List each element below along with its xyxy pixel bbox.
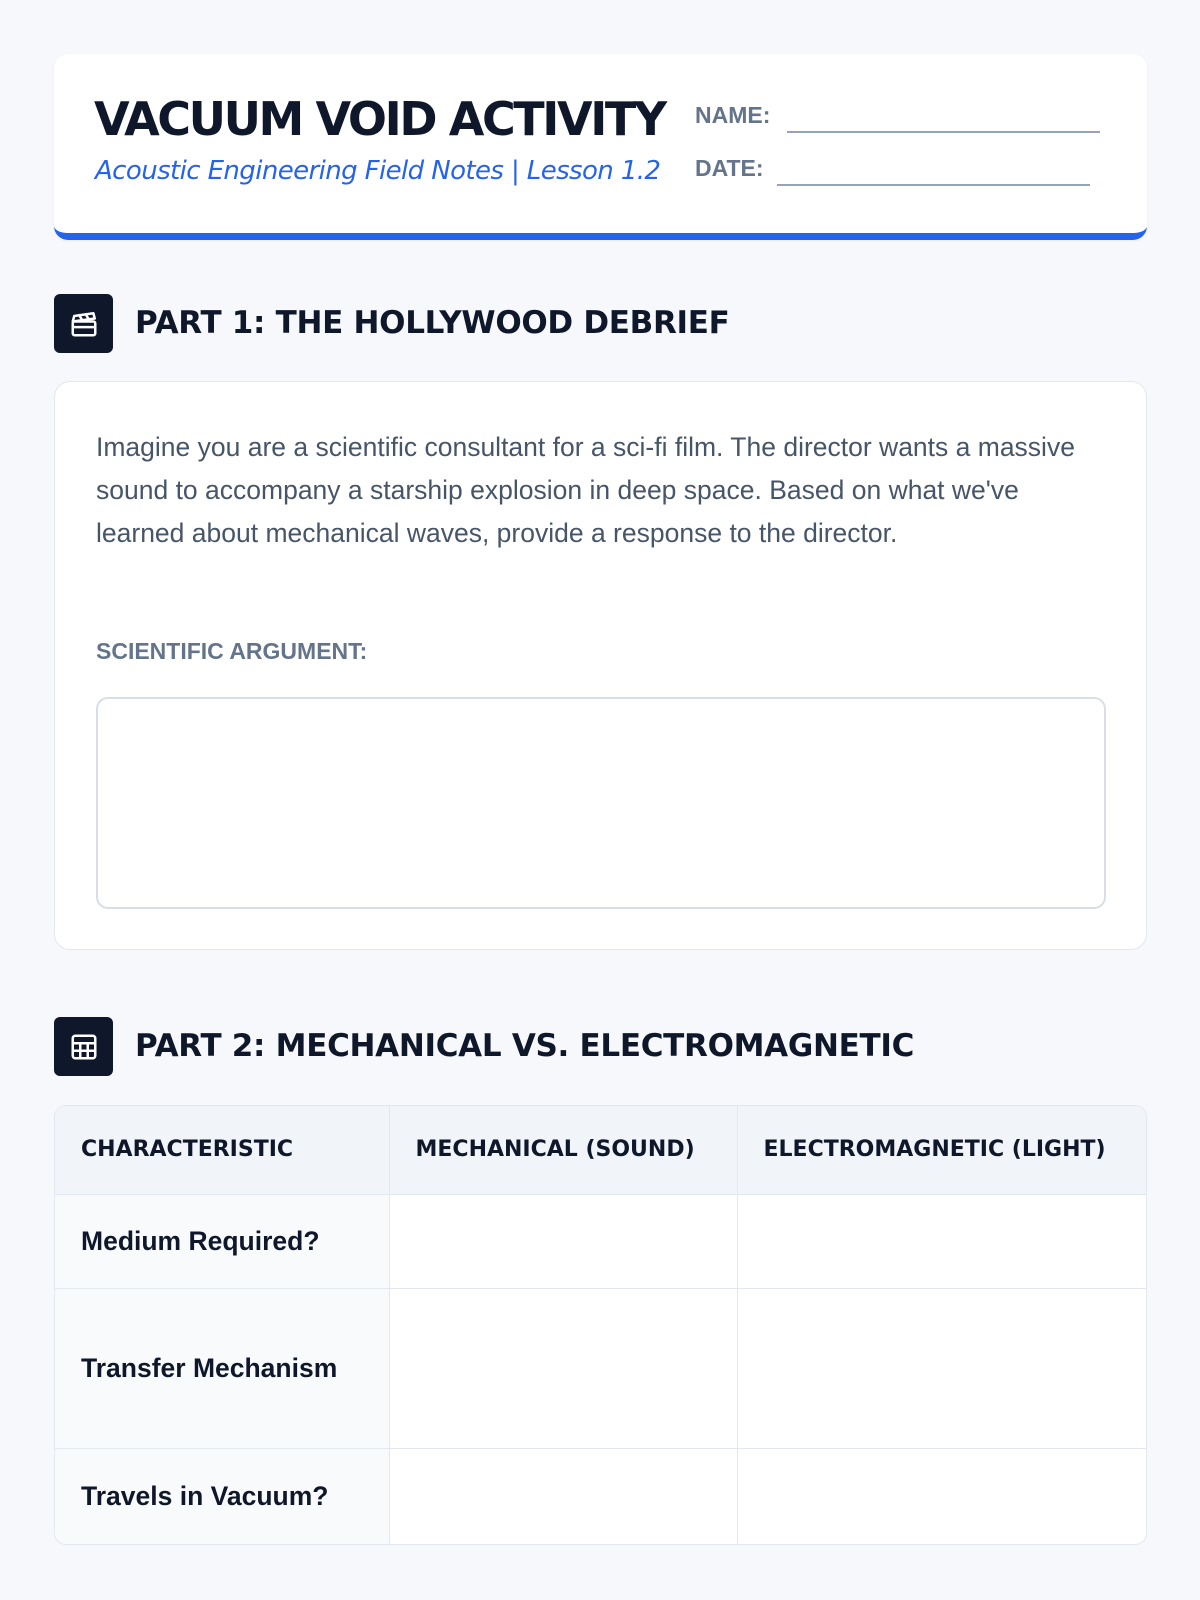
page-title: VACUUM VOID ACTIVITY: [94, 92, 665, 146]
row-label-medium-required: Medium Required?: [55, 1194, 389, 1288]
table-row: [55, 1288, 1147, 1448]
part2-heading: PART 2: MECHANICAL VS. ELECTROMAGNETIC: [135, 1028, 915, 1064]
worksheet-header: [54, 54, 1147, 240]
date-label: DATE:: [695, 155, 764, 181]
answer-cell-mechanical[interactable]: [389, 1194, 737, 1288]
part1-prompt: Imagine you are a scientific consultant for a sci-fi film. The director wants a massive sound to accompany a starship explosion in deep space. Based on what we've learned about mechanical waves, provide a response to the director.: [96, 432, 1075, 548]
answer-cell-mechanical[interactable]: [389, 1448, 737, 1544]
name-label: NAME:: [695, 102, 771, 128]
row-label-transfer-mechanism: Transfer Mechanism: [55, 1288, 389, 1448]
date-field[interactable]: [777, 184, 1090, 186]
row-label-travels-in-vacuum: Travels in Vacuum?: [55, 1448, 389, 1544]
part1-card: [54, 381, 1147, 950]
table-icon: [54, 1017, 113, 1076]
page-subtitle: Acoustic Engineering Field Notes | Lesson 1.2: [95, 156, 661, 186]
comparison-table: [54, 1105, 1147, 1545]
column-header-mechanical: MECHANICAL (SOUND): [389, 1106, 737, 1194]
argument-textarea[interactable]: [96, 697, 1106, 909]
column-header-characteristic: CHARACTERISTIC: [55, 1106, 389, 1194]
argument-label: SCIENTIFIC ARGUMENT:: [96, 638, 368, 664]
name-field[interactable]: [787, 131, 1100, 133]
answer-cell-electromagnetic[interactable]: [737, 1288, 1147, 1448]
table-row: [55, 1448, 1147, 1544]
answer-cell-electromagnetic[interactable]: [737, 1448, 1147, 1544]
answer-cell-electromagnetic[interactable]: [737, 1194, 1147, 1288]
answer-cell-mechanical[interactable]: [389, 1288, 737, 1448]
clapperboard-icon: [54, 294, 113, 353]
part1-heading: PART 1: THE HOLLYWOOD DEBRIEF: [135, 305, 730, 341]
column-header-electromagnetic: ELECTROMAGNETIC (LIGHT): [737, 1106, 1147, 1194]
table-row: [55, 1194, 1147, 1288]
